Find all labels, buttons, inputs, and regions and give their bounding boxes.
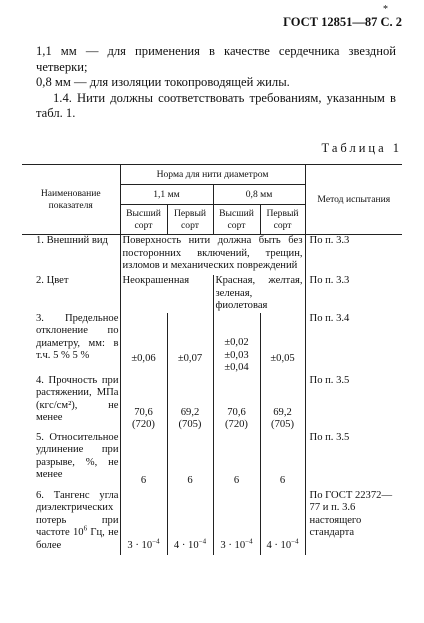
row-5-value-3: 6 (213, 432, 260, 490)
page-mark: * (383, 4, 388, 15)
row-3-value-4: ±0,05 (260, 313, 305, 375)
row-6-value-4-base: 4 · 10 (266, 540, 292, 551)
header-diameter-0-8: 0,8 мм (213, 185, 305, 205)
row-6-value-2-exp: −4 (198, 537, 207, 546)
row-3-value-2: ±0,07 (167, 313, 213, 375)
table-row (22, 275, 402, 313)
row-6-name-pre: 6. Тангенс угла диэлектрических потерь при частоте 10 (36, 489, 119, 538)
header-grade-top-1: Высший сорт (120, 205, 167, 235)
row-6-value-2-base: 4 · 10 (173, 540, 199, 551)
row-2-value-0-8: Красная, желтая, зеленая, фиолетовая (213, 275, 305, 313)
row-3-value-3b: ±0,03 (224, 349, 249, 361)
row-2-value-1-1: Неокрашенная (120, 275, 213, 313)
row-5-method: По п. 3.5 (305, 432, 402, 490)
row-4-value-3-sub: (720) (225, 419, 248, 430)
row-3-value-1: ±0,06 (120, 313, 167, 375)
row-4-value-3 (213, 375, 260, 432)
row-6-name-post: Гц, не более (36, 527, 119, 551)
intro-line-2: 0,8 мм — для изоляции токопроводящей жилы. (36, 75, 290, 90)
row-4-value-4 (260, 375, 305, 432)
header-grade-first-2: Первый сорт (260, 205, 305, 235)
header-grade-first-1: Первый сорт (167, 205, 213, 235)
row-4-name: 4. Прочность при растяжении, МПа (кгс/см²), не менее (36, 374, 119, 423)
row-3-value-3a: ±0,02 (224, 337, 249, 348)
row-4-value-2-sub: (705) (178, 419, 202, 430)
table-row (22, 375, 402, 432)
row-5-value-1: 6 (120, 432, 167, 490)
table-caption: Таблица 1 (321, 141, 402, 155)
table-row (22, 235, 402, 276)
row-6-method: По ГОСТ 22372—77 и п. 3.6 настоящего стандарта (305, 490, 402, 555)
row-6-value-2 (167, 490, 213, 555)
row-5-value-2: 6 (167, 432, 213, 490)
row-6-value-3 (213, 490, 260, 555)
intro-line-1: 1,1 мм — для применения в качестве сердечника звездной четверки; (36, 44, 396, 74)
row-2-name: 2. Цвет (36, 275, 69, 286)
row-6-value-4 (260, 490, 305, 555)
row-4-value-4-main: 69,2 (273, 406, 292, 418)
row-6-value-4-exp: −4 (291, 537, 299, 546)
row-4-value-1-sub: (720) (132, 419, 155, 430)
row-6-value-1 (120, 490, 167, 555)
header-method: Метод испытания (305, 165, 402, 235)
row-6-value-3-base: 3 · 10 (220, 540, 246, 551)
row-6-value-3-exp: −4 (245, 537, 253, 546)
table-row (22, 490, 402, 555)
row-4-value-2-main: 69,2 (180, 406, 200, 418)
header-diameter-1-1: 1,1 мм (120, 185, 213, 205)
row-1-value: Поверхность нити должна быть без посторонних включений, трещин, изломов и механических повреждений (120, 235, 305, 276)
intro-text (36, 44, 396, 122)
row-4-value-1 (120, 375, 167, 432)
header-name: Наименование показателя (22, 165, 120, 235)
row-5-value-4: 6 (260, 432, 305, 490)
intro-line-3: 1.4. Нити должны соответствовать требованиям, указанным в табл. 1. (36, 90, 396, 121)
row-4-value-3-main: 70,6 (227, 406, 246, 418)
table-row (22, 432, 402, 490)
row-4-value-1-main: 70,6 (134, 406, 153, 418)
row-3-method: По п. 3.4 (305, 313, 402, 375)
row-6-value-1-base: 3 · 10 (127, 540, 153, 551)
table-row (22, 313, 402, 375)
row-6-value-1-exp: −4 (152, 537, 160, 546)
requirements-table (22, 164, 402, 555)
row-3-value-3 (213, 313, 260, 375)
row-6-name (22, 490, 120, 555)
header-norm: Норма для нити диаметром (120, 165, 305, 185)
row-5-name: 5. Относительное удлинение при разрыве, %, не менее (36, 431, 119, 480)
row-2-method: По п. 3.3 (305, 275, 402, 313)
row-1-name: 1. Внешний вид (36, 235, 108, 246)
row-6-name-exp: 6 (83, 524, 88, 533)
row-3-value-3c: ±0,04 (224, 362, 249, 373)
page-header: ГОСТ 12851—87 С. 2 (283, 15, 402, 29)
row-4-value-4-sub: (705) (271, 419, 294, 430)
row-4-method: По п. 3.5 (305, 375, 402, 432)
row-3-name: 3. Предельное отклонение по диаметру, мм: в т.ч. 5 % 5 % (36, 312, 119, 361)
header-grade-top-2: Высший сорт (213, 205, 260, 235)
row-4-value-2 (167, 375, 213, 432)
row-1-method: По п. 3.3 (305, 235, 402, 276)
